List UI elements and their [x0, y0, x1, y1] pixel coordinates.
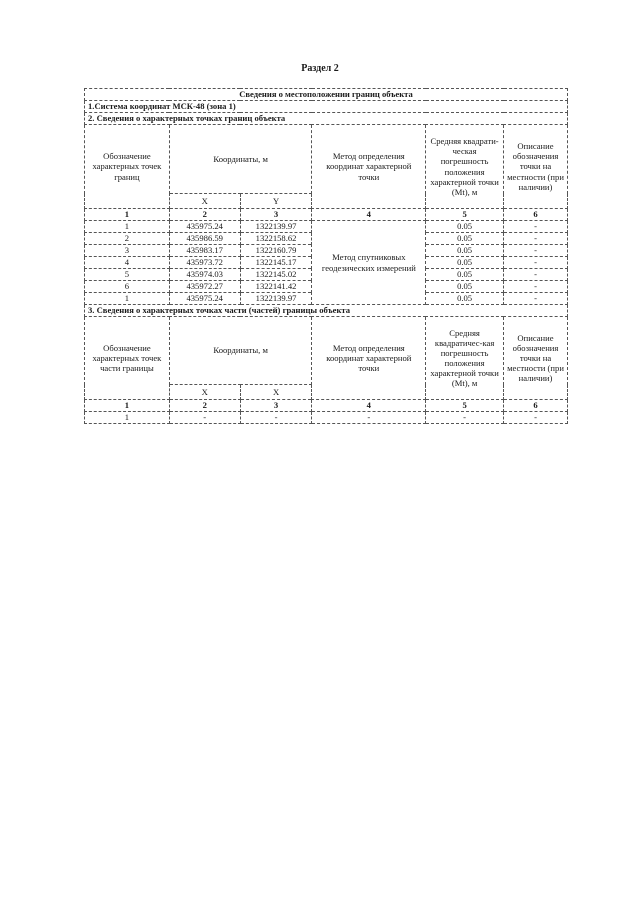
boundary-table [84, 88, 568, 424]
error-cell: 0.05 [426, 269, 504, 281]
part2-title: 3. Сведения о характерных точках части (частей) границы объекта [85, 305, 568, 317]
x-header: X [169, 385, 240, 400]
error-cell: 0.05 [426, 221, 504, 233]
y-header: Y [240, 194, 312, 209]
column-number: 4 [312, 400, 426, 412]
y-cell: 1322145.17 [240, 257, 312, 269]
point-cell: 2 [85, 233, 170, 245]
y-cell: 1322139.97 [240, 221, 312, 233]
description-cell: - [504, 281, 568, 293]
point-cell: 3 [85, 245, 170, 257]
column-number: 2 [169, 209, 240, 221]
point-header: Обозначение характерных точек части границы [85, 317, 170, 400]
column-number: 5 [426, 209, 504, 221]
x-cell: 435973.72 [169, 257, 240, 269]
column-number: 1 [85, 400, 170, 412]
column-number: 2 [169, 400, 240, 412]
x-cell: 435975.24 [169, 221, 240, 233]
table-row [85, 412, 568, 424]
point-cell: 6 [85, 281, 170, 293]
description-cell: - [504, 245, 568, 257]
x-cell: 435983.17 [169, 245, 240, 257]
error-cell: - [426, 412, 504, 424]
method-header: Метод определения координат характерной точки [312, 317, 426, 400]
description-header: Описание обозначения точки на местности (при наличии) [504, 317, 568, 400]
y-cell: 1322139.97 [240, 293, 312, 305]
y-cell: 1322145.02 [240, 269, 312, 281]
description-cell: - [504, 233, 568, 245]
description-cell: - [504, 221, 568, 233]
point-cell: 1 [85, 293, 170, 305]
x-header: X [169, 194, 240, 209]
section-title: Раздел 2 [301, 63, 339, 74]
point-cell: 4 [85, 257, 170, 269]
description-header: Описание обозначения точки на местности (при наличии) [504, 125, 568, 209]
coords-header: Координаты, м [169, 317, 312, 385]
y-cell: 1322141.42 [240, 281, 312, 293]
y-header: X [240, 385, 312, 400]
description-cell: - [504, 293, 568, 305]
y-cell: - [240, 412, 312, 424]
x-cell: 435986.59 [169, 233, 240, 245]
error-cell: 0.05 [426, 281, 504, 293]
column-number: 3 [240, 400, 312, 412]
column-number: 6 [504, 400, 568, 412]
column-number: 4 [312, 209, 426, 221]
x-cell: - [169, 412, 240, 424]
coords-header: Координаты, м [169, 125, 312, 194]
method-header: Метод определения координат характерной точки [312, 125, 426, 209]
x-cell: 435975.24 [169, 293, 240, 305]
point-cell: 1 [85, 412, 170, 424]
error-cell: 0.05 [426, 257, 504, 269]
point-cell: 1 [85, 221, 170, 233]
table-title: Сведения о местоположении границ объекта [85, 89, 568, 101]
error-header: Средняя квадратичес-кая погрешность положения характерной точки (Mt), м [426, 317, 504, 400]
error-cell: 0.05 [426, 233, 504, 245]
error-cell: 0.05 [426, 293, 504, 305]
coordinate-system-row: 1.Система координат МСК-48 (зона 1) [85, 101, 568, 113]
table-row [85, 221, 568, 233]
column-number: 3 [240, 209, 312, 221]
y-cell: 1322158.62 [240, 233, 312, 245]
x-cell: 435972.27 [169, 281, 240, 293]
column-number: 6 [504, 209, 568, 221]
description-cell: - [504, 269, 568, 281]
error-header: Средняя квадрати-ческая погрешность положения характерной точки (Mt), м [426, 125, 504, 209]
description-cell: - [504, 412, 568, 424]
error-cell: 0.05 [426, 245, 504, 257]
column-number: 5 [426, 400, 504, 412]
method-cell: - [312, 412, 426, 424]
description-cell: - [504, 257, 568, 269]
method-cell: Метод спутниковых геодезических измерений [312, 221, 426, 305]
part1-title: 2. Сведения о характерных точках границ объекта [85, 113, 568, 125]
y-cell: 1322160.79 [240, 245, 312, 257]
x-cell: 435974.03 [169, 269, 240, 281]
column-number: 1 [85, 209, 170, 221]
point-header: Обозначение характерных точек границ [85, 125, 170, 209]
point-cell: 5 [85, 269, 170, 281]
